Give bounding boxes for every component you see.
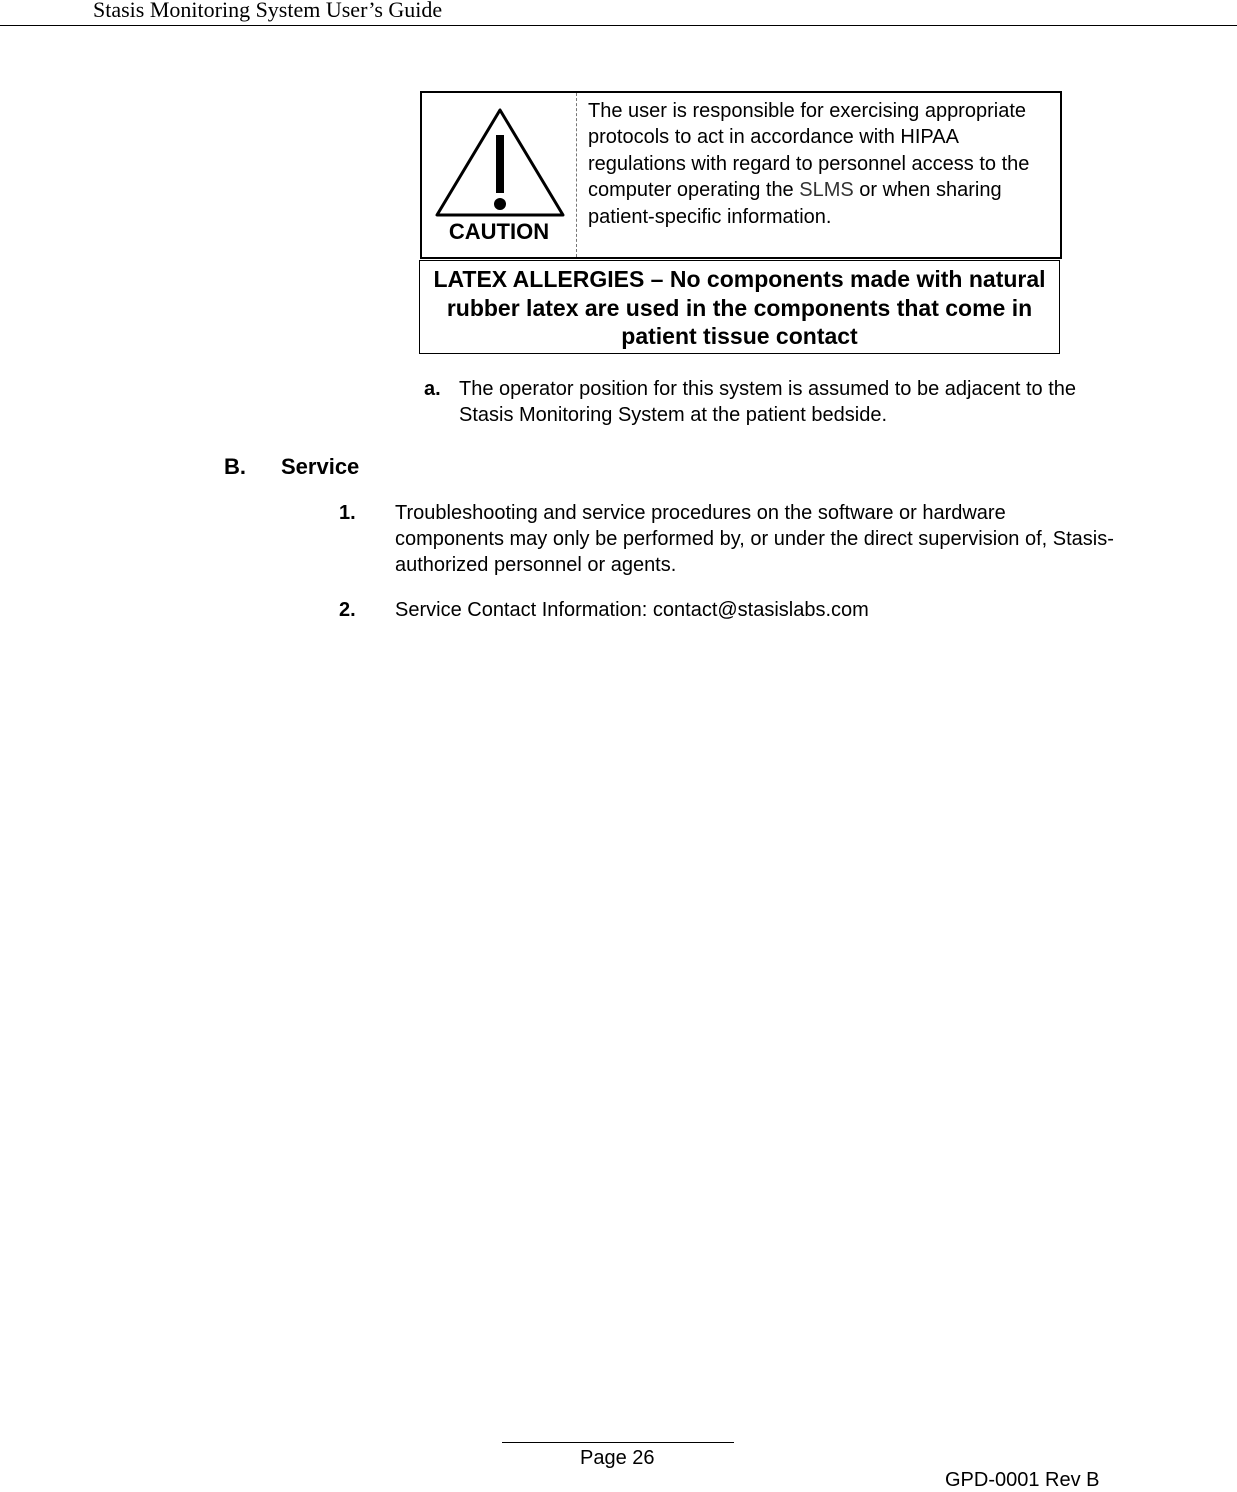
warning-triangle-icon <box>434 107 566 217</box>
item-a-marker: a. <box>424 378 441 400</box>
service-item-1-text: Troubleshooting and service procedures on the software or hardware components may only be performed by, or under the direct supervision of, Stasis-authorized personnel or agents. <box>395 502 1114 576</box>
item-a-text: The operator position for this system is assumed to be adjacent to the Stasis Monitoring System at the patient bedside. <box>459 378 1076 426</box>
caution-notice <box>420 91 1062 259</box>
document-id: GPD-0001 Rev B <box>945 1469 1100 1491</box>
caution-label: CAUTION <box>448 219 550 244</box>
caution-icon-cell <box>422 93 577 257</box>
section-b-title: Service <box>281 454 360 479</box>
footer-rule <box>502 1442 734 1443</box>
caution-text-before: The user is responsible for exercising appropriate protocols to act in accordance with HIPAA regulations with regard to personnel access to the computer operating the <box>588 100 1030 202</box>
caution-text-after: or when sharing patient-specific information. <box>588 179 1002 228</box>
service-item-2-text: Service Contact Information: contact@stasislabs.com <box>395 599 869 621</box>
page-number: Page 26 <box>580 1447 655 1469</box>
section-b-marker: B. <box>224 454 246 479</box>
running-header: Stasis Monitoring System User’s Guide <box>93 0 443 22</box>
service-item-1-marker: 1. <box>339 502 356 524</box>
header-rule <box>0 25 1237 26</box>
caution-text-slms: SLMS <box>799 179 854 202</box>
caution-text <box>588 98 1048 230</box>
service-item-2-marker: 2. <box>339 599 356 621</box>
latex-allergy-notice: LATEX ALLERGIES – No components made with natural rubber latex are used in the components that come in patient tissue contact <box>419 260 1060 354</box>
